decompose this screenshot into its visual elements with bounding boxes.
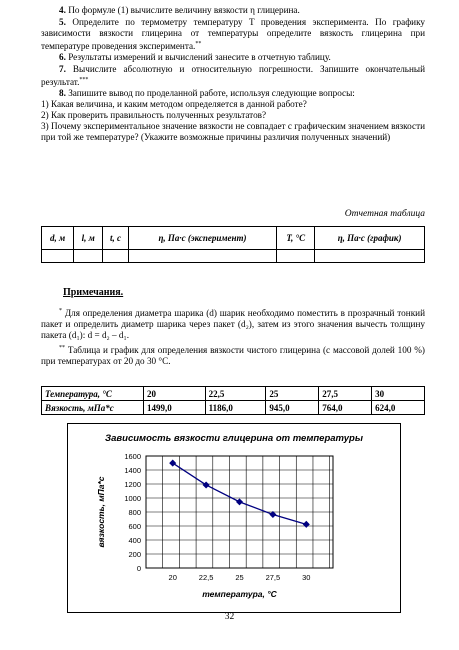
- table-cell: 764,0: [319, 401, 372, 415]
- report-header-t: t, c: [103, 227, 129, 250]
- note-2: ** Таблица и график для определения вязкости чистого глицерина (с массовой долей 100 %) при температурах от 20 до 30 °C.: [41, 345, 425, 367]
- report-table-caption: Отчетная таблица: [344, 209, 425, 219]
- y-tick-label: 600: [128, 522, 141, 531]
- table-cell: 25: [266, 387, 319, 401]
- y-tick-label: 0: [136, 564, 141, 573]
- item-5: 5. Определите по термометру температуру T проведения эксперимента. По графику зависимости вязкости глицерина от температуры определите вязкость глицерина при температуре проведения эксперимента.**: [41, 17, 426, 52]
- table-row-label: Вязкость, мПа*с: [42, 401, 144, 415]
- report-empty-row: [42, 250, 425, 263]
- item-6: 6. Результаты измерений и вычислений занесите в отчетную таблицу.: [59, 52, 331, 62]
- question-2: 2) Как проверить правильность полученных результатов?: [41, 110, 267, 120]
- x-tick-label: 25: [235, 573, 244, 582]
- item-8: 8. Запишите вывод по проделанной работе, используя следующие вопросы:: [59, 88, 355, 98]
- y-tick-label: 1400: [124, 466, 141, 475]
- question-1: 1) Какая величина, и каким методом определяется в данной работе?: [41, 99, 307, 109]
- chart-title: Зависимость вязкости глицерина от температуры: [105, 433, 363, 444]
- table-row: [42, 387, 425, 401]
- y-tick-label: 1200: [124, 480, 141, 489]
- table-cell: 27,5: [319, 387, 372, 401]
- chart-svg: [68, 424, 400, 612]
- x-tick-label: 20: [168, 573, 177, 582]
- x-tick-label: 30: [302, 573, 311, 582]
- y-tick-label: 1000: [124, 494, 141, 503]
- viscosity-table: [41, 386, 425, 415]
- table-row-label: Температура, °C: [42, 387, 144, 401]
- report-header-eta-graph: η, Па·с (график): [315, 227, 425, 250]
- y-tick-label: 400: [128, 536, 141, 545]
- x-tick-label: 22,5: [198, 573, 214, 582]
- note-1: * Для определения диаметра шарика (d) шарик необходимо поместить в прозрачный тонкий пакет и определить диаметр шарика через пакет (d₂), затем из этого значения вычесть толщину пакета (d₁): d = d₂ – d₁.: [41, 308, 425, 341]
- page-number: 32: [224, 612, 235, 622]
- table-cell: 20: [144, 387, 206, 401]
- report-header-l: l, м: [74, 227, 103, 250]
- table-cell: 945,0: [266, 401, 319, 415]
- table-cell: 22,5: [205, 387, 266, 401]
- report-header-eta-exp: η, Па·с (эксперимент): [128, 227, 277, 250]
- report-header-T: T, °C: [277, 227, 315, 250]
- y-tick-label: 1600: [124, 452, 141, 461]
- table-cell: 30: [372, 387, 425, 401]
- x-axis-label: температура, °C: [202, 589, 277, 599]
- table-row: [42, 401, 425, 415]
- item-4: 4. По формуле (1) вычислите величину вязкости η глицерина.: [59, 5, 300, 15]
- table-cell: 1499,0: [144, 401, 206, 415]
- viscosity-chart: [67, 423, 401, 613]
- y-tick-label: 800: [128, 508, 141, 517]
- table-cell: 1186,0: [205, 401, 266, 415]
- report-table: [41, 226, 425, 263]
- question-3: 3) Почему экспериментальное значение вязкости не совпадает с графическим значением вязкости при той же температуре? (Укажите возможные причины различия полученных значений): [41, 121, 425, 143]
- item-7: 7. Вычислите абсолютную и относительную погрешности. Запишите окончательный результат.***: [41, 64, 425, 88]
- y-axis-label: вязкость, мПа*с: [96, 476, 106, 548]
- report-header-d: d, м: [42, 227, 74, 250]
- x-tick-label: 27,5: [265, 573, 281, 582]
- notes-title: Примечания.: [63, 287, 124, 298]
- table-cell: 624,0: [372, 401, 425, 415]
- y-tick-label: 200: [128, 550, 141, 559]
